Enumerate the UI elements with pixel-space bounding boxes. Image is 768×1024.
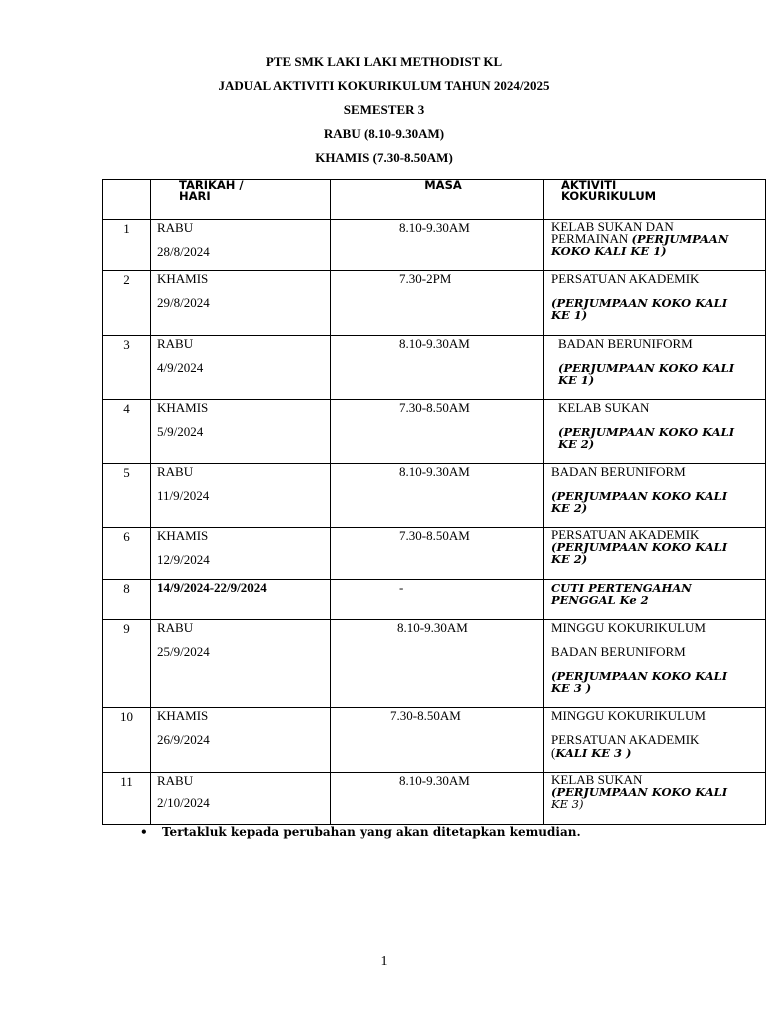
row-number: 1	[103, 220, 151, 271]
row-time: 8.10-9.30AM	[331, 220, 544, 271]
row-number: 4	[103, 400, 151, 464]
row-time: 7.30-8.50AM	[331, 400, 544, 464]
row-day: RABU	[157, 773, 194, 788]
header-aktiviti	[544, 180, 766, 220]
row-date-range: 14/9/2024-22/9/2024	[157, 580, 267, 595]
activity-line: PERSATUAN AKADEMIK	[551, 527, 700, 542]
activity-emphasis: (PERJUMPAAN KOKO KALI	[558, 425, 735, 439]
row-date	[151, 220, 331, 271]
table-row	[103, 336, 766, 400]
row-time: 7.30-8.50AM	[331, 528, 544, 580]
row-time: 7.30-2PM	[331, 271, 544, 336]
table-row	[103, 220, 766, 271]
row-date	[151, 528, 331, 580]
activity-italic: KE 3)	[551, 797, 584, 811]
activity-line: PERSATUAN AKADEMIK	[551, 271, 700, 286]
row-day: KHAMIS	[157, 528, 209, 543]
activity-emphasis: (PERJUMPAAN KOKO KALI	[551, 540, 728, 554]
row-activity	[544, 773, 766, 825]
row-day: RABU	[157, 220, 194, 235]
row-date	[151, 620, 331, 708]
thursday-time: KHAMIS (7.30-8.50AM)	[315, 150, 453, 165]
row-day: RABU	[157, 336, 194, 351]
document-title: JADUAL AKTIVITI KOKURIKULUM TAHUN 2024/2025	[218, 78, 550, 93]
row-time: -	[331, 580, 544, 620]
row-date-value: 28/8/2024	[157, 244, 210, 259]
row-date	[151, 400, 331, 464]
activity-emphasis: (PERJUMPAAN	[631, 232, 729, 246]
row-time: 7.30-8.50AM	[331, 708, 544, 773]
header-masa-label: MASA	[424, 178, 462, 192]
table-row	[103, 773, 766, 825]
row-date	[151, 464, 331, 528]
row-activity	[544, 400, 766, 464]
activity-emphasis: KALI KE 3 )	[555, 746, 632, 760]
table-row	[103, 708, 766, 773]
row-day: KHAMIS	[157, 708, 209, 723]
row-activity	[544, 528, 766, 580]
wednesday-time: RABU (8.10-9.30AM)	[323, 126, 445, 141]
row-number: 5	[103, 464, 151, 528]
activity-emphasis: CUTI PERTENGAHAN	[551, 581, 692, 595]
bullet-icon: •	[140, 825, 148, 839]
row-date-value: 11/9/2024	[157, 488, 210, 503]
table-row	[103, 620, 766, 708]
activity-text: PERMAINAN	[551, 231, 632, 246]
row-number: 11	[103, 773, 151, 825]
table-row	[103, 464, 766, 528]
row-date-value: 25/9/2024	[157, 644, 210, 659]
table-row	[103, 271, 766, 336]
activity-emphasis: (PERJUMPAAN KOKO KALI	[558, 361, 735, 375]
header-tarikh-line2: HARI	[179, 189, 211, 203]
activity-line: BADAN BERUNIFORM	[551, 644, 686, 659]
schedule-table	[102, 179, 766, 825]
activity-emphasis: (PERJUMPAAN KOKO KALI	[551, 296, 728, 310]
row-time: 8.10-9.30AM	[331, 336, 544, 400]
row-activity	[544, 464, 766, 528]
row-day: RABU	[157, 620, 194, 635]
row-date	[151, 773, 331, 825]
activity-line: MINGGU KOKURIKULUM	[551, 708, 706, 723]
row-number: 8	[103, 580, 151, 620]
page-number: 1	[380, 954, 388, 969]
activity-emphasis: KE 2)	[551, 501, 588, 515]
row-date	[151, 580, 331, 620]
activity-line: KELAB SUKAN	[551, 772, 643, 787]
row-date-value: 29/8/2024	[157, 295, 210, 310]
activity-line: KELAB SUKAN	[558, 400, 650, 415]
row-activity	[544, 336, 766, 400]
activity-emphasis: KE 1)	[551, 308, 588, 322]
row-number: 10	[103, 708, 151, 773]
header-no	[103, 180, 151, 220]
activity-emphasis: (PERJUMPAAN KOKO KALI	[551, 785, 728, 799]
header-aktiviti-line1: AKTIVITI	[561, 178, 617, 192]
row-activity	[544, 220, 766, 271]
semester-label: SEMESTER 3	[343, 102, 425, 117]
row-activity	[544, 708, 766, 773]
header-masa	[331, 180, 544, 220]
row-date-value: 12/9/2024	[157, 552, 210, 567]
table-row	[103, 400, 766, 464]
table-header-row	[103, 180, 766, 220]
row-day: KHAMIS	[157, 271, 209, 286]
row-number: 6	[103, 528, 151, 580]
activity-line: MINGGU KOKURIKULUM	[551, 620, 706, 635]
header-aktiviti-line2: KOKURIKULUM	[561, 189, 657, 203]
row-day: KHAMIS	[157, 400, 209, 415]
row-date	[151, 336, 331, 400]
activity-emphasis: KE 3 )	[551, 681, 592, 695]
table-row	[103, 580, 766, 620]
row-time: 8.10-9.30AM	[331, 620, 544, 708]
row-date-value: 4/9/2024	[157, 360, 204, 375]
row-date-value: 2/10/2024	[157, 795, 210, 810]
row-number: 9	[103, 620, 151, 708]
activity-text: (	[551, 745, 556, 760]
activity-line: PERSATUAN AKADEMIK	[551, 732, 700, 747]
row-activity	[544, 620, 766, 708]
row-date	[151, 271, 331, 336]
activity-line	[551, 747, 765, 759]
row-time: 8.10-9.30AM	[331, 464, 544, 528]
header-tarikh-line1: TARIKAH /	[179, 178, 244, 192]
row-activity	[544, 271, 766, 336]
activity-emphasis: (PERJUMPAAN KOKO KALI	[551, 669, 728, 683]
activity-emphasis: PENGGAL Ke 2	[551, 593, 649, 607]
row-date-value: 5/9/2024	[157, 424, 204, 439]
footnote	[140, 825, 581, 839]
row-date-value: 26/9/2024	[157, 732, 210, 747]
activity-emphasis: KE 1)	[558, 373, 595, 387]
row-date	[151, 708, 331, 773]
school-name: PTE SMK LAKI LAKI METHODIST KL	[265, 54, 503, 69]
activity-emphasis: (PERJUMPAAN KOKO KALI	[551, 489, 728, 503]
header-tarikh	[151, 180, 331, 220]
activity-emphasis: KE 2)	[558, 437, 595, 451]
row-day: RABU	[157, 464, 194, 479]
activity-emphasis: KE 2)	[551, 552, 588, 566]
activity-line: BADAN BERUNIFORM	[558, 336, 693, 351]
row-number: 2	[103, 271, 151, 336]
row-number: 3	[103, 336, 151, 400]
footnote-text: Tertakluk kepada perubahan yang akan ditetapkan kemudian.	[162, 825, 581, 839]
row-activity	[544, 580, 766, 620]
activity-line: BADAN BERUNIFORM	[551, 464, 686, 479]
table-row	[103, 528, 766, 580]
activity-line: KELAB SUKAN DAN	[551, 219, 674, 234]
activity-emphasis: KOKO KALI KE 1)	[551, 244, 667, 258]
row-time: 8.10-9.30AM	[331, 773, 544, 825]
